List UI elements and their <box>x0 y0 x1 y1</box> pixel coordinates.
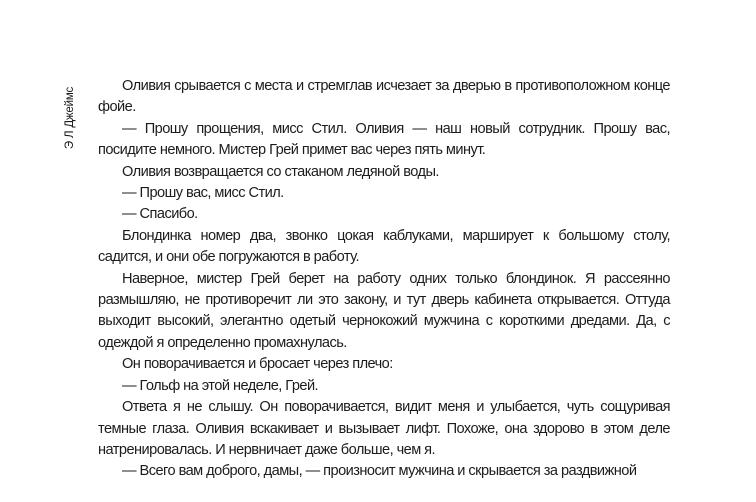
paragraph: — Спасибо. <box>122 206 198 223</box>
running-head <box>62 78 78 158</box>
paragraph: Оливия возвращается со стаканом ледяной воды. <box>122 163 439 180</box>
paragraph: — Прошу прощения, мисс Стил. Оливия — наш новый сотрудник. Прошу вас, посидите немного. Мистер Грей примет вас через пять минут. <box>98 120 670 159</box>
paragraph: — Всего вам доброго, дамы, — произносит мужчина и скрывается за раздвижной <box>122 463 637 480</box>
paragraph: Блондинка номер два, звонко цокая каблуками, марширует к большому столу, садится, и они обе погружаются в работу. <box>98 227 670 266</box>
book-page-text <box>98 76 670 483</box>
paragraph: Оливия срывается с места и стремглав исчезает за дверью в противоположном конце фойе. <box>98 78 670 116</box>
paragraph: Он поворачивается и бросает через плечо: <box>122 356 393 373</box>
paragraph: Наверное, мистер Грей берет на работу одних только блондинок. Я рассеянно размышляю, не противоречит ли это закону, и тут дверь кабинета открывается. Оттуда выходит высокий, элегантно одетый чернокожий мужчина с короткими дредами. Да, с одеждой я определенно промахнулась. <box>98 270 670 351</box>
paragraph: Ответа я не слышу. Он поворачивается, видит меня и улыбается, чуть сощуривая темные глаза. Оливия вскакивает и вызывает лифт. Похоже, она здорово в этом деле натренировалась. И нервничает даже больше, чем я. <box>98 399 670 458</box>
paragraph: — Прошу вас, мисс Стил. <box>122 185 284 202</box>
paragraph: — Гольф на этой неделе, Грей. <box>122 377 319 394</box>
running-head-text: Э Л Джеймс <box>64 86 77 150</box>
